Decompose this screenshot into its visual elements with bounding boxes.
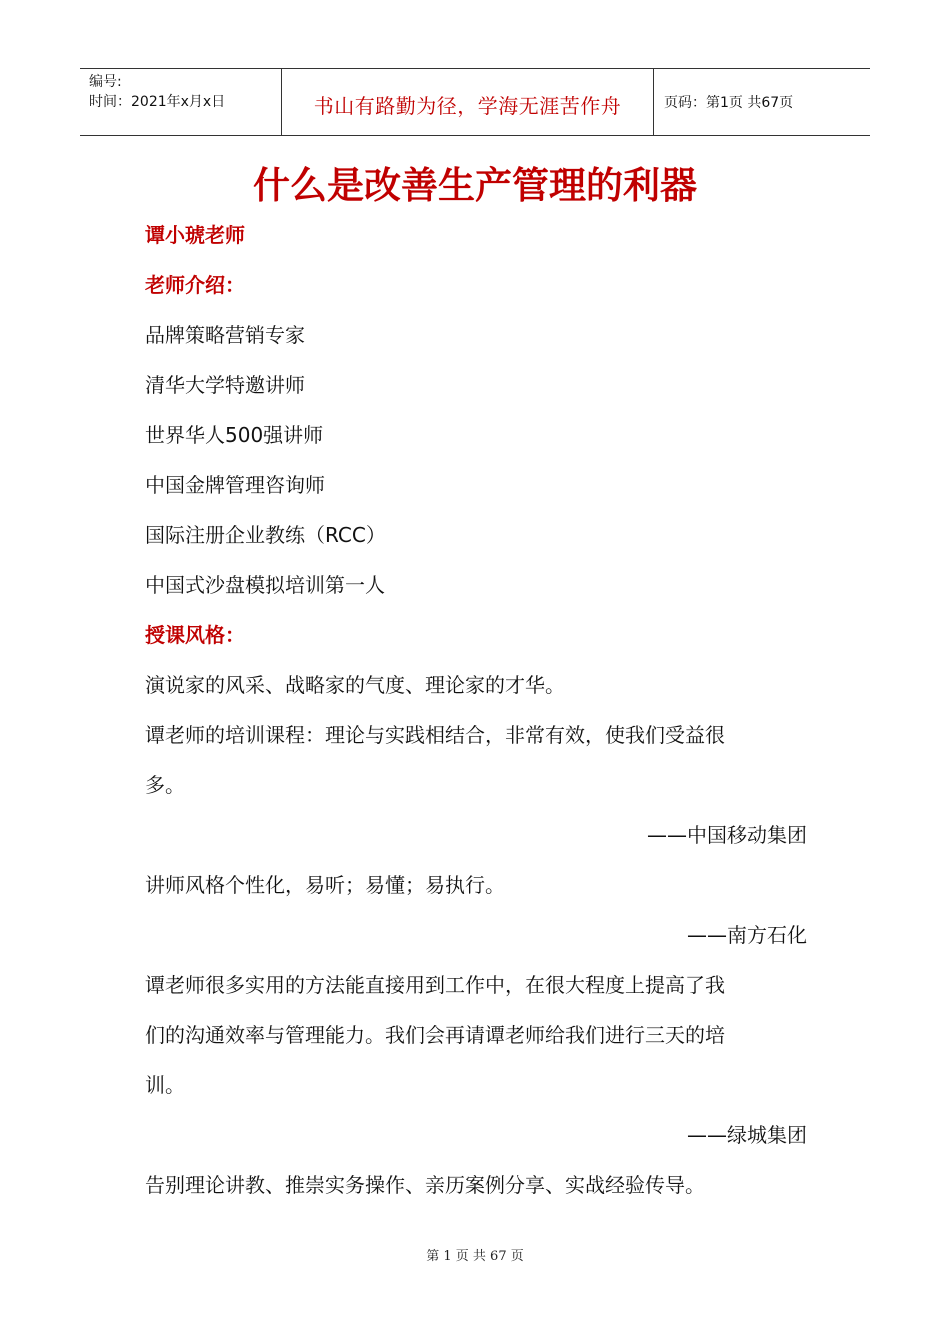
- page-info: 页码：第1页 共67页: [664, 95, 794, 111]
- intro-item: 品牌策略营销专家: [145, 323, 305, 347]
- intro-item: 中国金牌管理咨询师: [145, 473, 325, 497]
- testimonial-line: 们的沟通效率与管理能力。我们会再请谭老师给我们进行三天的培: [145, 1023, 725, 1047]
- style-heading: 授课风格：: [145, 623, 245, 647]
- testimonial-line: 讲师风格个性化，易听；易懂；易执行。: [145, 873, 505, 897]
- document-title: 什么是改善生产管理的利器: [253, 164, 697, 207]
- testimonial-line: 多。: [145, 773, 185, 797]
- code-label: 编号:: [89, 74, 122, 90]
- motto: 书山有路勤为径，学海无涯苦作舟: [313, 93, 622, 118]
- page-footer: 第 1 页 共 67 页: [426, 1249, 524, 1264]
- testimonial-line: 训。: [145, 1073, 185, 1097]
- testimonial-source: ——南方石化: [687, 923, 807, 947]
- closing-text: 告别理论讲教、推崇实务操作、亲历案例分享、实战经验传导。: [145, 1173, 705, 1197]
- time-label: 时间：2021年x月x日: [89, 94, 226, 110]
- header-page-cell: [654, 69, 870, 135]
- intro-item: 国际注册企业教练（RCC）: [145, 523, 386, 547]
- page-header: [80, 68, 870, 136]
- intro-item: 中国式沙盘模拟培训第一人: [145, 573, 385, 597]
- testimonial-source: ——绿城集团: [687, 1123, 807, 1147]
- intro-item: 清华大学特邀讲师: [145, 373, 305, 397]
- header-motto-cell: [282, 69, 654, 135]
- testimonial-line: 谭老师很多实用的方法能直接用到工作中，在很大程度上提高了我: [145, 973, 725, 997]
- header-meta-cell: [80, 69, 282, 135]
- intro-item: 世界华人500强讲师: [145, 423, 324, 447]
- testimonial-line: 谭老师的培训课程：理论与实践相结合，非常有效，使我们受益很: [145, 723, 725, 747]
- teacher-name: 谭小琥老师: [145, 223, 245, 247]
- document-body: [145, 210, 807, 1210]
- intro-heading: 老师介绍：: [145, 273, 245, 297]
- testimonial-source: ——中国移动集团: [647, 823, 807, 847]
- style-text: 演说家的风采、战略家的气度、理论家的才华。: [145, 673, 565, 697]
